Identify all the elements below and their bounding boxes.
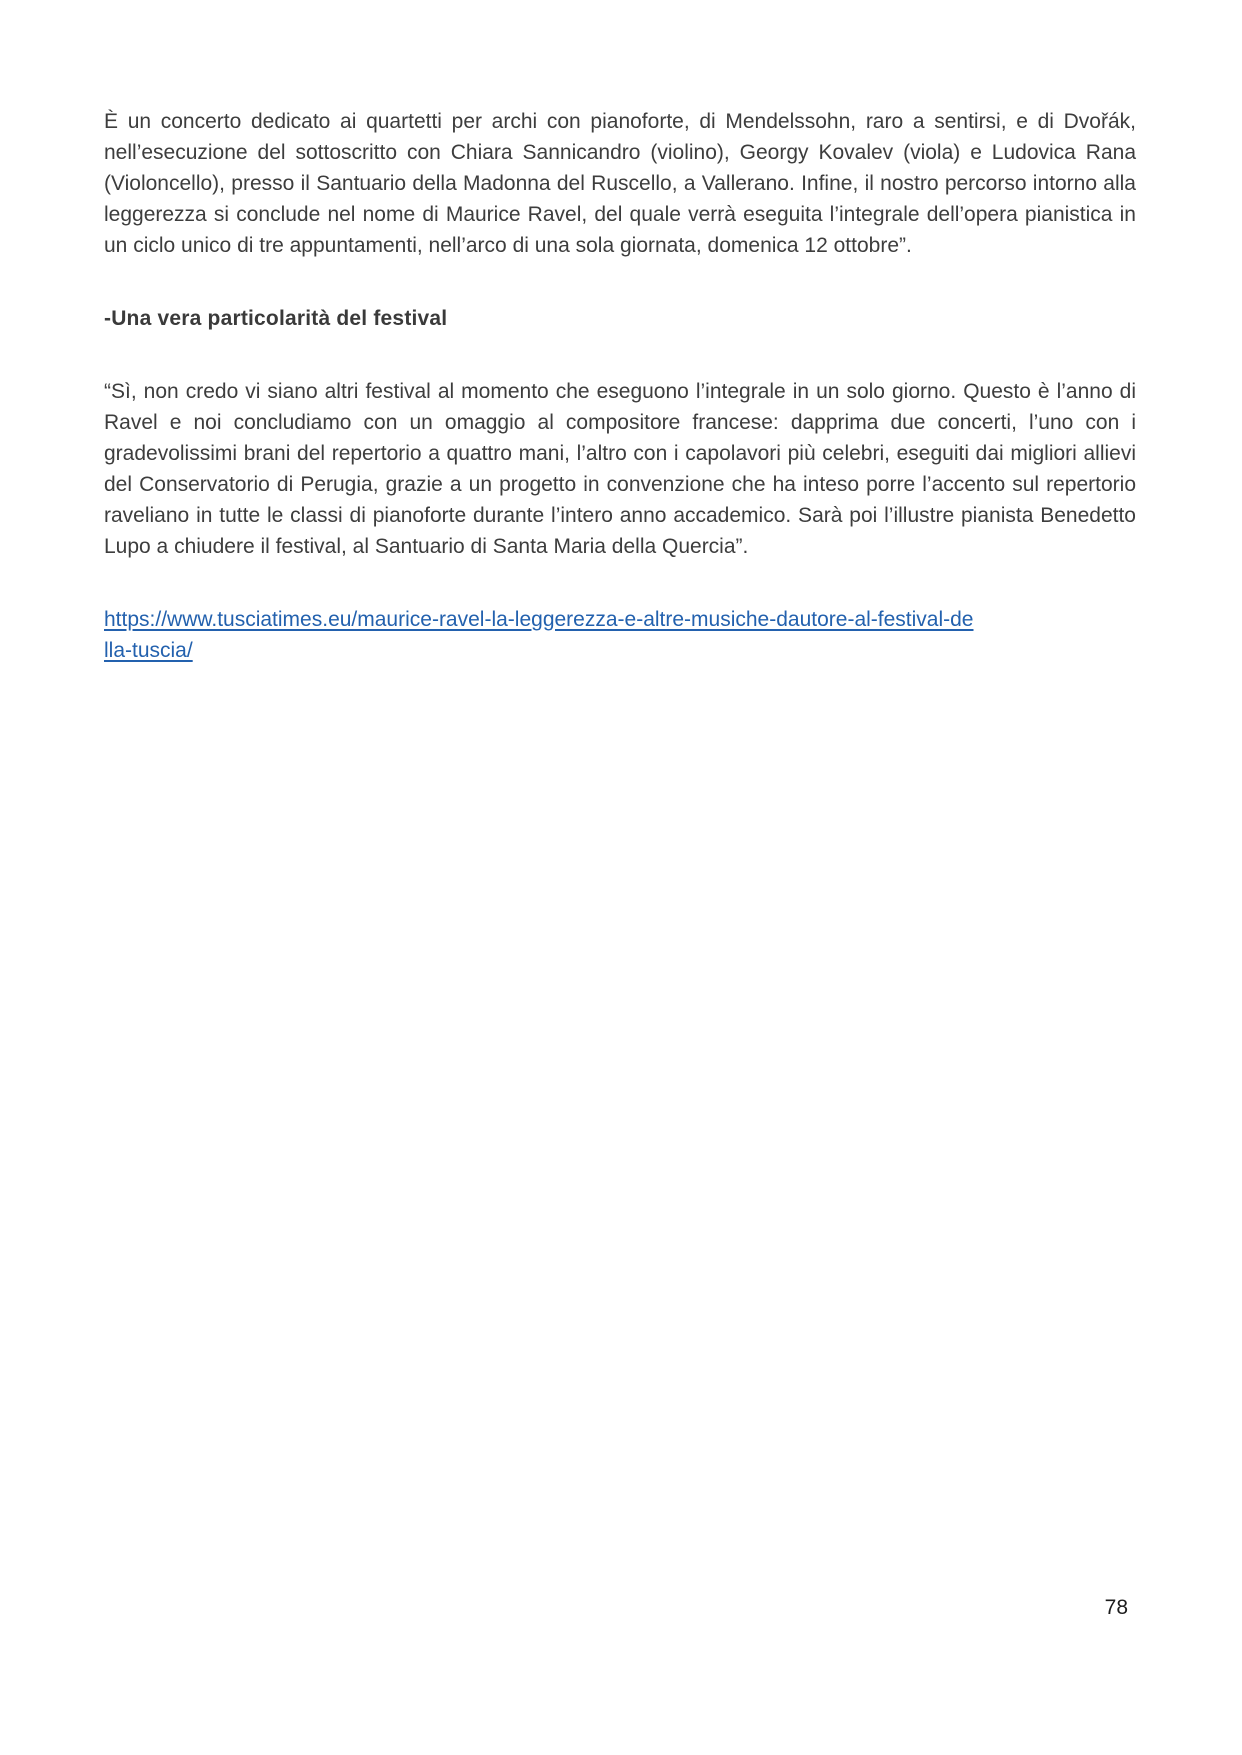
article-link[interactable] xyxy=(104,608,974,662)
paragraph-intro: È un concerto dedicato ai quartetti per archi con pianoforte, di Mendelssohn, raro a sentirsi, e di Dvořák, nell’esecuzione del sottoscritto con Chiara Sannicandro (violino), Georgy Kovalev (viola) e Ludovica Rana (Violoncello), presso il Santuario della Madonna del Ruscello, a Vallerano. Infine, il nostro percorso intorno alla leggerezza si conclude nel nome di Maurice Ravel, del quale verrà eseguita l’integrale dell’opera pianistica in un ciclo unico di tre appuntamenti, nell’arco di una sola giornata, domenica 12 ottobre”. xyxy=(104,110,1136,257)
paragraph-quote: “Sì, non credo vi siano altri festival al momento che eseguono l’integrale in un solo giorno. Questo è l’anno di Ravel e noi concludiamo con un omaggio al compositore francese: dapprima due concerti, l’uno con i gradevolissimi brani del repertorio a quattro mani, l’altro con i capolavori più celebri, eseguiti dai migliori allievi del Conservatorio di Perugia, grazie a un progetto in convenzione che ha inteso porre l’accento sul repertorio raveliano in tutte le classi di pianoforte durante l’intero anno accademico. Sarà poi l’illustre pianista Benedetto Lupo a chiudere il festival, al Santuario di Santa Maria della Quercia”. xyxy=(104,380,1136,558)
page-number: 78 xyxy=(1104,1596,1128,1619)
link-paragraph xyxy=(104,604,1136,666)
section-heading: -Una vera particolarità del festival xyxy=(104,307,448,330)
article-link-line1: https://www.tusciatimes.eu/maurice-ravel-la-leggerezza-e-altre-musiche-dautore-al-festival-de xyxy=(104,608,974,631)
document-content xyxy=(104,106,1136,666)
article-link-line2: lla-tuscia/ xyxy=(104,639,193,662)
